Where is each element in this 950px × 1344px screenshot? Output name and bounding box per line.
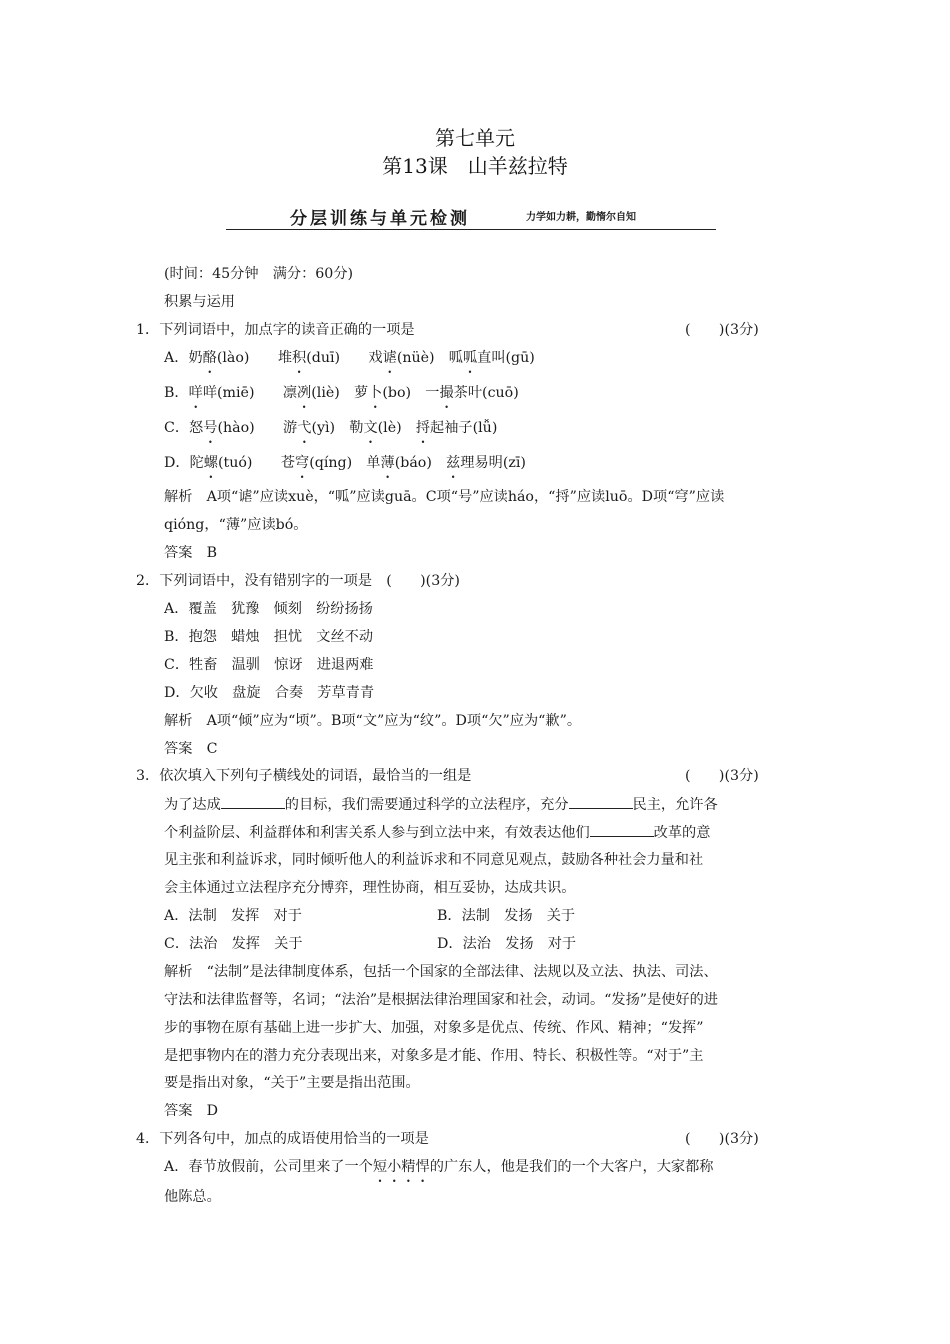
q2-option-a: A．覆盖 犹豫 倾刻 纷纷扬扬 — [164, 601, 373, 617]
q1-stem: 1．下列词语中，加点字的读音正确的一项是 — [136, 322, 415, 338]
q1-score: ( )(3分) — [685, 322, 759, 338]
q3-score: ( )(3分) — [685, 768, 759, 784]
fill-blank-3 — [590, 822, 654, 837]
q3-analysis-line-4: 是把事物内在的潜力充分表现出来，对象多是才能、作用、特长、积极性等。“对于”主 — [164, 1048, 704, 1064]
time-score: (时间：45分钟 满分：60分) — [164, 266, 354, 282]
q3-option-d: D．法治 发扬 对于 — [437, 936, 577, 952]
q3-option-c: C．法治 发挥 关于 — [164, 936, 303, 952]
q3-stem: 3．依次填入下列句子横线处的词语，最恰当的一组是 — [136, 768, 472, 784]
q3-analysis-line-5: 要是指出对象，“关于”主要是指出范围。 — [164, 1075, 420, 1091]
q1-analysis-line-2: qióng，“薄”应读bó。 — [164, 517, 308, 533]
q2-option-d: D．欠收 盘旋 合奏 芳草青青 — [164, 685, 375, 701]
fill-blank-1 — [221, 794, 285, 809]
q4-option-a-line-2: 他陈总。 — [164, 1189, 221, 1205]
q4-stem: 4．下列各句中，加点的成语使用恰当的一项是 — [136, 1131, 429, 1147]
section-banner: 分层训练与单元检测 — [290, 209, 470, 229]
q4-score: ( )(3分) — [685, 1131, 759, 1147]
unit-title: 第七单元 — [435, 126, 515, 150]
q3-option-b: B．法制 发扬 关于 — [437, 908, 576, 924]
q1-analysis-line-1: 解析 A项“谑”应读xuè，“呱”应读guā。C项“号”应读háo，“捋”应读luō。D项“穹”应读 — [164, 489, 725, 505]
q3-analysis-line-2: 守法和法律监督等，名词；“法治”是根据法律治理国家和社会，动词。“发扬”是使好的进 — [164, 992, 718, 1008]
q1-option-c: C．怒号(hào) 游弋(yì) 勒文(lè) 捋起袖子(lǚ) — [164, 420, 498, 436]
q2-analysis: 解析 A项“倾”应为“顷”。B项“文”应为“纹”。D项“欠”应为“歉”。 — [164, 713, 582, 729]
q1-option-d: D．陀螺(tuó) 苍穹(qíng) 单薄(báo) 兹理易明(zī) — [164, 455, 526, 471]
q3-option-a: A．法制 发挥 对于 — [164, 908, 302, 924]
q3-passage-line-2: 个利益阶层、利益群体和利害关系人参与到立法中来，有效表达他们 改革的意 — [164, 822, 710, 843]
lesson-title: 第13课 山羊兹拉特 — [382, 154, 568, 178]
q3-passage-line-3: 见主张和利益诉求，同时倾听他人的利益诉求和不同意见观点，鼓励各种社会力量和社 — [164, 852, 704, 868]
q2-answer: 答案 C — [164, 741, 218, 757]
section-heading: 积累与运用 — [164, 294, 235, 310]
q2-option-c: C．牲畜 温驯 惊讶 进退两难 — [164, 657, 374, 673]
q3-passage-line-1: 为了达成 的目标，我们需要通过科学的立法程序，充分 民主，允许各 — [164, 794, 718, 815]
q3-answer: 答案 D — [164, 1103, 218, 1119]
q3-analysis-line-1: 解析 “法制”是法律制度体系，包括一个国家的全部法律、法规以及立法、执法、司法、 — [164, 964, 718, 980]
motto: 力学如力耕，勤惰尔自知 — [526, 212, 636, 223]
fill-blank-2 — [569, 794, 633, 809]
q4-option-a-line-1: A．春节放假前，公司里来了一个短小精悍的广东人，他是我们的一个大客户，大家都称 — [164, 1159, 714, 1175]
q2-stem: 2．下列词语中，没有错别字的一项是 ( )(3分) — [136, 573, 460, 589]
q3-analysis-line-3: 步的事物在原有基础上进一步扩大、加强，对象多是优点、传统、作风、精神；“发挥” — [164, 1020, 704, 1036]
q3-passage-line-4: 会主体通过立法程序充分博弈，理性协商，相互妥协，达成共识。 — [164, 880, 576, 896]
q2-option-b: B．抱怨 蜡烛 担忧 文丝不动 — [164, 629, 374, 645]
q1-option-a: A．奶酪(lào) 堆积(duī) 戏谑(nüè) 呱呱直叫(gū) — [164, 350, 535, 366]
banner-rule — [226, 229, 716, 230]
q1-answer: 答案 B — [164, 545, 217, 561]
q1-option-b: B．咩咩(miē) 凛冽(liè) 萝卜(bo) 一撮茶叶(cuō) — [164, 385, 519, 401]
